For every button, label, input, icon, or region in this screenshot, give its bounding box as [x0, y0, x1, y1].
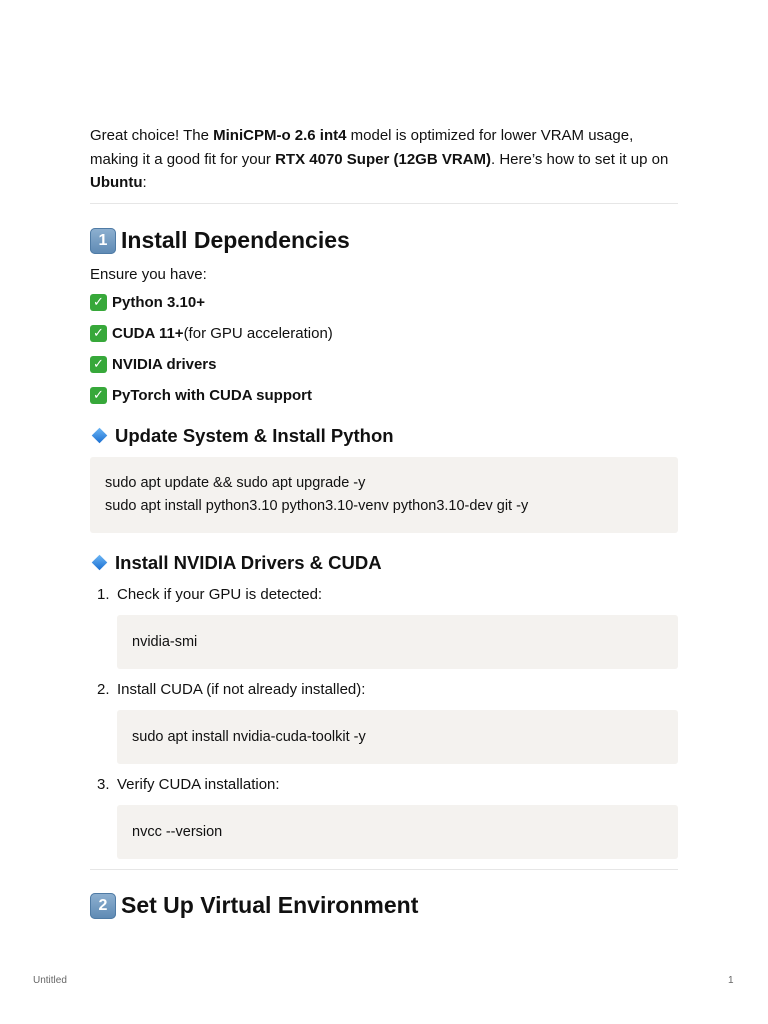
step-text: Install CUDA (if not already installed):	[117, 680, 366, 698]
code-block[interactable]: nvidia-smi	[117, 615, 678, 669]
list-item	[90, 318, 678, 349]
list-item	[90, 287, 678, 318]
intro-text: Great choice! The	[90, 127, 214, 144]
subheading-title: Install NVIDIA Drivers & CUDA	[115, 551, 382, 573]
list-item	[90, 585, 678, 669]
nvidia-steps-list	[90, 585, 678, 859]
footer-page-number: 1	[728, 975, 734, 986]
document-body	[90, 124, 678, 922]
subheading-nvidia	[90, 550, 678, 576]
code-block[interactable]: nvcc --version	[117, 805, 678, 859]
blue-diamond-icon	[92, 555, 108, 571]
intro-text: :	[142, 174, 147, 191]
step-number: 2.	[97, 680, 110, 698]
requirement-note: (for GPU acceleration)	[183, 324, 333, 342]
model-name: MiniCPM-o 2.6 int4	[213, 127, 347, 144]
list-item	[90, 380, 678, 411]
code-block[interactable]: sudo apt install nvidia-cuda-toolkit -y	[117, 710, 678, 764]
footer-document-title: Untitled	[33, 975, 67, 986]
step-text: Verify CUDA installation:	[117, 775, 280, 793]
ensure-text: Ensure you have:	[90, 265, 207, 283]
code-line: sudo apt update && sudo apt upgrade -y	[105, 474, 366, 491]
list-item	[90, 349, 678, 380]
section-title: Install Dependencies	[121, 227, 350, 253]
requirement-name: Python 3.10+	[112, 293, 205, 311]
intro-text: model is optimized for lower VRAM usage, making it a good fit for your	[90, 127, 634, 168]
check-mark-icon: ✓	[90, 387, 107, 404]
code-line: sudo apt install python3.10 python3.10-venv python3.10-dev git -y	[105, 497, 529, 514]
subheading-title: Update System & Install Python	[115, 424, 394, 446]
section-heading-virtual-environment	[90, 890, 678, 922]
subheading-update-system	[90, 423, 678, 449]
step-number: 1.	[97, 585, 110, 603]
check-mark-icon: ✓	[90, 294, 107, 311]
step-text: Check if your GPU is detected:	[117, 585, 323, 603]
gpu-name: RTX 4070 Super (12GB VRAM)	[275, 150, 491, 168]
intro-paragraph	[90, 124, 678, 195]
section-heading-install-dependencies	[90, 225, 678, 257]
check-mark-icon: ✓	[90, 356, 107, 373]
keycap-one-icon: 1	[90, 228, 116, 254]
requirement-name: CUDA 11+	[112, 324, 184, 342]
requirements-list	[90, 287, 678, 411]
keycap-two-icon: 2	[90, 893, 116, 919]
requirement-name: PyTorch with CUDA support	[112, 386, 312, 404]
check-mark-icon: ✓	[90, 325, 107, 342]
os-name: Ubuntu	[90, 174, 143, 191]
blue-diamond-icon	[92, 428, 108, 444]
list-item	[90, 680, 678, 764]
intro-text: . Here’s how to set it up on	[490, 150, 669, 168]
list-item	[90, 775, 678, 859]
step-number: 3.	[97, 775, 110, 793]
code-block-update[interactable]	[90, 457, 678, 533]
requirement-name: NVIDIA drivers	[112, 355, 217, 373]
section-title: Set Up Virtual Environment	[121, 892, 419, 918]
